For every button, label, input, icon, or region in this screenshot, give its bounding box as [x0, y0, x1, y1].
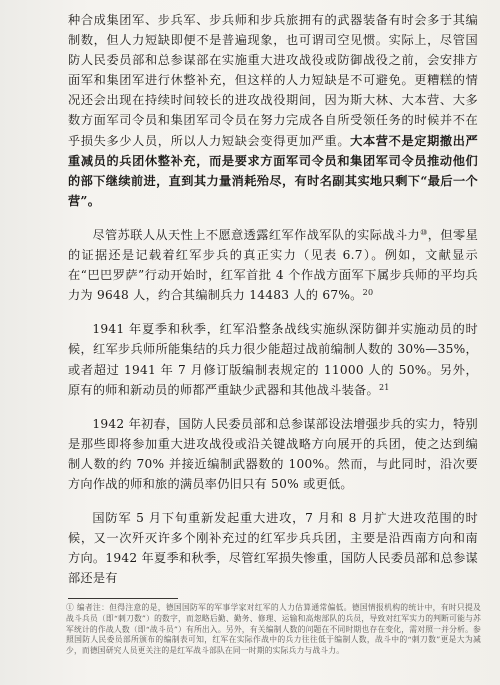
footnote-divider [68, 598, 178, 599]
paragraph-text: ，但零星的证据还是记载着红军步兵的真正实力（见表 6.7）。例如，文献显示在“巴巴罗萨”行动开始时，红军首批 4 个作战方面军下属步兵师的平均兵力为 9648 人，约合其编制兵力 14483 人的 67%。 [68, 227, 479, 303]
paragraph-text: 尽管苏联人从天性上不愿意透露红军作战军队的实际战斗力 [92, 227, 421, 242]
paragraph [68, 225, 478, 305]
paragraph-text: 种合成集团军、步兵军、步兵师和步兵旅拥有的武器装备有时会多于其编制数，但人力短缺即便不是普遍现象，也可谓司空见惯。实际上，尽管国防人民委员部和总参谋部在实施重大进攻战役或防御战役之前，会安排方面军和集团军进行休整补充，但这样的人力短缺是不可避免。 [68, 13, 478, 88]
paragraph [68, 508, 478, 588]
paragraph-text: 国防军 5 月下旬重新发起重大进攻，7 月和 8 月扩大进攻范围的时候，又一次歼灭许多个刚补充过的红军步兵兵团，主要是沿西南方向和南方向。1942 年夏季和秋季，尽管红军损失惨重，国防人民委员部和总参谋部还是有 [68, 511, 478, 586]
footnote: ① 编者注：但得注意的是，德国国防军的军事学家对红军的人力估算通常偏低。德国情报机构的统计中，有时只提及战斗兵员（即“刺刀数”）的数字，而忽略后勤、勤务、修理、运输和高炮部队的兵员，导致对红军实力的判断可能与苏军统计的作战人数（即“战斗员”）有所出入。另外，有关编制人数的问题在不同时期也存在变化，需对照一并分析。参照国防人民委员部所颁布的编制表可知，红军在实际作战中的兵力往往低于编制人数，战斗中的“刺刀数”更是大为减少，而德国研究人员更关注的是红军战斗部队在同一时期的实际兵力与战斗力。 [66, 603, 481, 656]
paragraph [68, 414, 478, 494]
main-text [68, 10, 478, 602]
emphasis-text: 大本营不是定期撤出严重减员的兵团休整补充，而是要求方面军司令员和集团军司令员推动他们的部下继续前进，直到其力量消耗殆尽，有时名副其实地只剩下“最后一个营”。 [68, 133, 478, 208]
paragraph-text: 1941 年夏季和秋季，红军沿整条战线实施纵深防御并实施动员的时候，红军步兵师所能集结的兵力很少能超过战前编制人数的 30%—35%，或者超过 1941 年 7 月修订版编制表规定的 11000 人的 50%。另外，原有的师和新动员的师都严重缺少武器和其他战斗装备。 [68, 322, 478, 397]
note-ref: ⑩ [420, 227, 428, 237]
paragraph-text: 1942 年初春，国防人民委员部和总参谋部设法增强步兵的实力，特别是那些即将参加重大进攻战役或沿关键战略方向展开的兵团，使之达到编制人数的约 70% 并接近编制武器数的 100%。然而，与此同时，沿次要方向作战的师和旅的满员率仍旧只有 50% 或更低。 [68, 416, 478, 491]
note-ref: 21 [378, 382, 390, 392]
paragraph-text: 更糟糕的情况还会出现在持续时间较长的进攻战役期间，因为斯大林、大本营、大多数方面军司令员和集团军司令员在努力完成各自所受领任务的时候并不在乎损失多少人员，所以人力短缺会变得更加严重。 [68, 73, 479, 148]
paragraph [68, 10, 478, 211]
paragraph [68, 319, 478, 399]
note-ref: 20 [362, 288, 374, 298]
